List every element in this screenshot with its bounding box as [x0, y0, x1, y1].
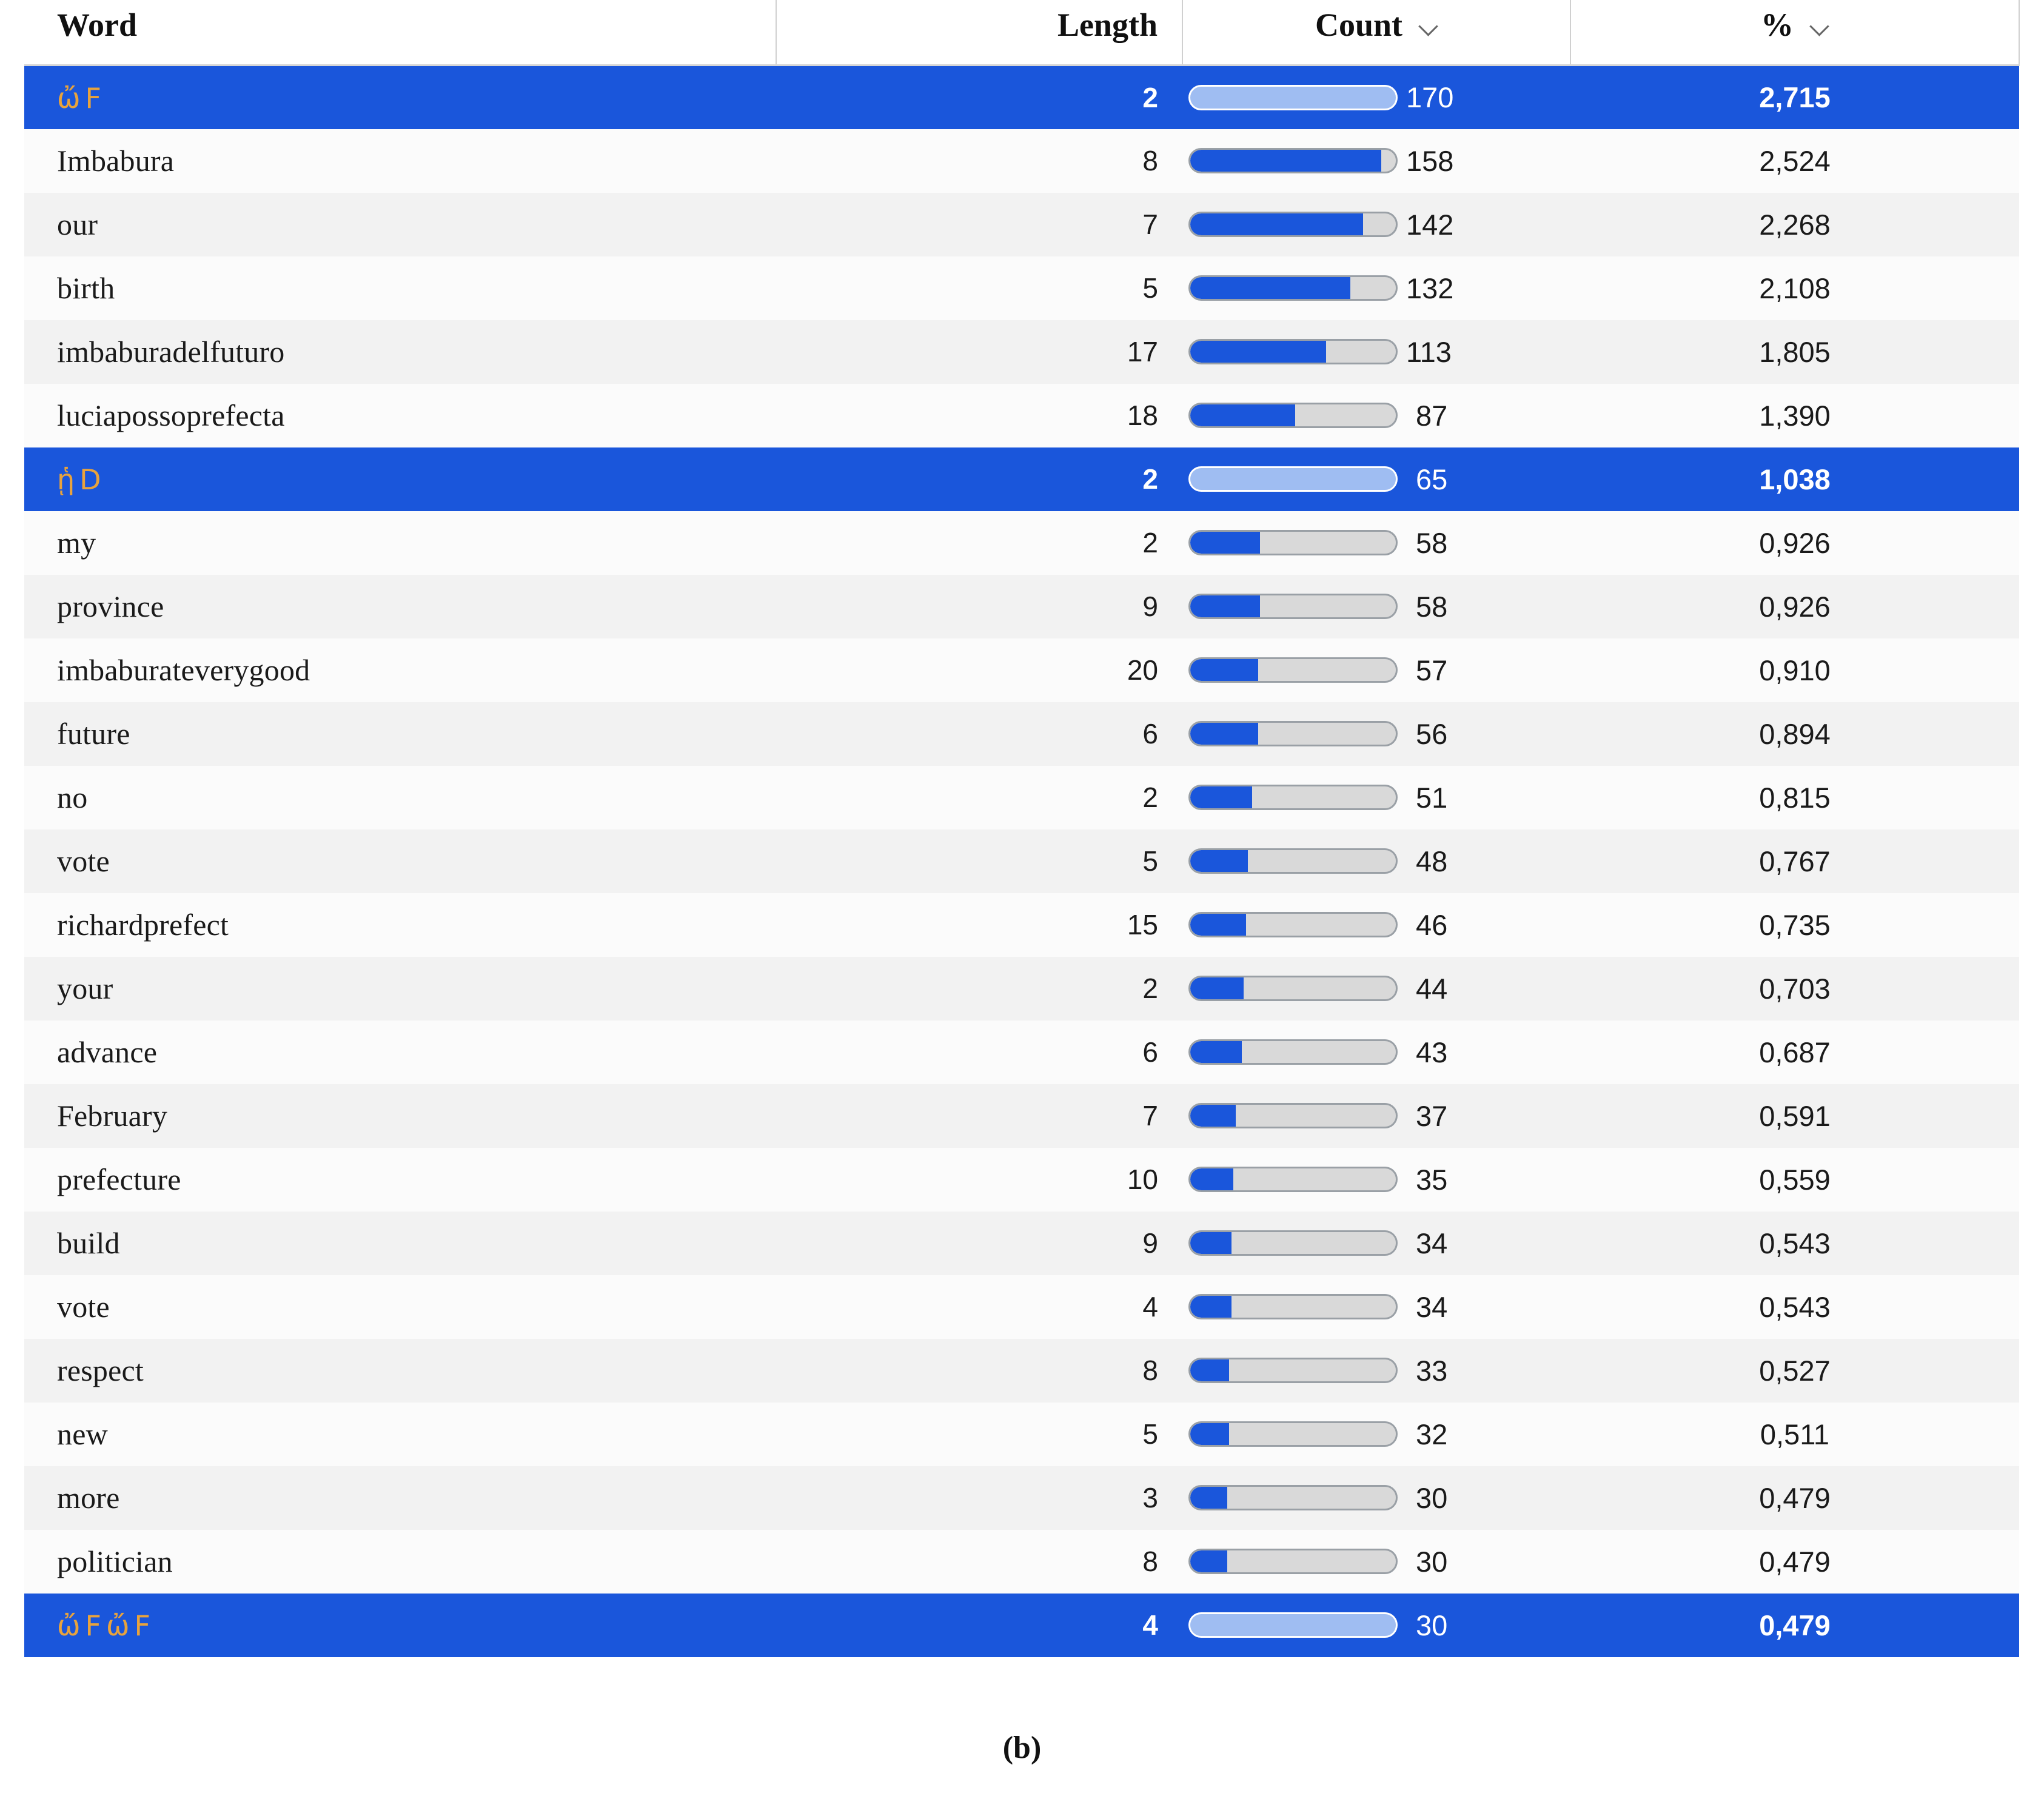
count-value: 43 [1416, 1036, 1448, 1068]
count-value: 37 [1416, 1099, 1448, 1132]
cell-word: vote [57, 844, 110, 878]
cell-percent: 0,910 [1759, 654, 1831, 686]
count-bar-fill [1190, 977, 1244, 999]
cell-count [1182, 575, 1570, 638]
cell-word: our [57, 207, 98, 241]
cell-length: 5 [1142, 1418, 1158, 1450]
cell-length: 6 [1142, 1036, 1158, 1068]
count-value: 58 [1416, 526, 1448, 559]
table-row[interactable] [24, 193, 2019, 256]
count-value: 170 [1406, 81, 1454, 114]
cell-percent: 0,559 [1759, 1163, 1831, 1196]
cell-word: luciapossoprefecta [57, 398, 285, 432]
column-header-word-label: Word [57, 7, 138, 43]
cell-length: 9 [1142, 591, 1158, 622]
cell-length: 2 [1142, 81, 1158, 113]
cell-word: Imbabura [57, 144, 175, 178]
count-bar-fill [1190, 1041, 1242, 1063]
count-bar-fill [1190, 786, 1252, 808]
count-bar-fill [1190, 404, 1295, 426]
table-row[interactable] [24, 1594, 2019, 1657]
cell-word: birth [57, 271, 115, 305]
chevron-down-icon[interactable] [1419, 16, 1438, 34]
count-bar [1188, 1103, 1398, 1128]
table-row[interactable] [24, 638, 2019, 702]
cell-count [1182, 1594, 1570, 1657]
count-value: 113 [1406, 335, 1452, 368]
cell-percent: 2,715 [1759, 81, 1831, 114]
cell-word: build [57, 1226, 120, 1260]
count-bar-fill [1190, 723, 1258, 745]
cell-word [24, 65, 776, 129]
table-body [24, 65, 2019, 1657]
cell-percent: 2,268 [1759, 208, 1831, 241]
count-bar-fill [1190, 1359, 1229, 1381]
count-value: 44 [1416, 972, 1448, 1005]
count-value: 65 [1416, 463, 1448, 495]
count-bar [1188, 1230, 1398, 1256]
cell-word [24, 1594, 776, 1657]
table-row[interactable] [24, 766, 2019, 829]
count-bar-fill [1190, 1168, 1233, 1190]
table-row[interactable] [24, 1212, 2019, 1275]
cell-word: no [57, 780, 88, 814]
column-header-length-label: Length [1057, 7, 1158, 43]
count-value: 30 [1416, 1481, 1448, 1514]
cell-count [1182, 1466, 1570, 1530]
count-value: 30 [1416, 1609, 1448, 1641]
count-bar-fill [1190, 1232, 1231, 1254]
cell-count [1182, 1275, 1570, 1339]
cell-length: 9 [1142, 1227, 1158, 1259]
cell-percent: 0,767 [1759, 845, 1831, 877]
count-bar [1188, 275, 1398, 301]
cell-count [1182, 702, 1570, 766]
table-row[interactable] [24, 447, 2019, 511]
cell-word: imbaburateverygood [57, 653, 310, 687]
cell-percent: 1,390 [1759, 399, 1831, 432]
cell-count [1182, 447, 1570, 511]
count-bar-fill [1190, 277, 1350, 299]
table-row[interactable] [24, 1084, 2019, 1148]
count-bar [1188, 594, 1398, 619]
cell-percent: 0,479 [1759, 1545, 1831, 1578]
count-bar [1188, 976, 1398, 1001]
cell-length: 8 [1142, 145, 1158, 176]
cell-length: 8 [1142, 1546, 1158, 1577]
figure-caption: (b) [1002, 1730, 1042, 1765]
count-bar [1188, 912, 1398, 937]
cell-percent: 0,511 [1760, 1418, 1830, 1450]
cell-length: 3 [1142, 1482, 1158, 1513]
count-bar [1188, 1358, 1398, 1383]
table-row[interactable] [24, 1275, 2019, 1339]
count-bar [1188, 1039, 1398, 1065]
cell-length: 18 [1127, 400, 1158, 431]
count-value: 35 [1416, 1163, 1448, 1196]
cell-word: imbaburadelfuturo [57, 335, 285, 369]
emoji-glyph: ὤFὤF [57, 1609, 155, 1642]
word-frequency-table [24, 0, 2020, 1657]
cell-word: province [57, 589, 164, 623]
table-row[interactable] [24, 129, 2019, 193]
cell-length: 2 [1142, 527, 1158, 558]
count-bar-fill [1190, 1423, 1229, 1445]
count-bar-fill [1190, 150, 1381, 172]
count-value: 48 [1416, 845, 1448, 877]
count-value: 34 [1416, 1227, 1448, 1259]
cell-word: respect [57, 1353, 144, 1387]
count-bar-fill [1190, 914, 1246, 936]
cell-count [1182, 1212, 1570, 1275]
cell-word: new [57, 1417, 108, 1451]
cell-length: 8 [1142, 1355, 1158, 1386]
cell-word: your [57, 971, 113, 1005]
cell-length: 7 [1142, 1100, 1158, 1131]
cell-percent: 0,926 [1759, 590, 1831, 623]
cell-length: 5 [1142, 845, 1158, 877]
cell-count [1182, 1339, 1570, 1403]
count-bar [1188, 403, 1398, 428]
count-bar [1188, 339, 1398, 364]
count-value: 32 [1416, 1418, 1448, 1450]
cell-count [1182, 829, 1570, 893]
cell-count [1182, 893, 1570, 957]
count-bar [1188, 657, 1398, 683]
column-header-count-label: Count [1315, 7, 1403, 43]
cell-length: 20 [1127, 654, 1158, 686]
cell-length: 10 [1127, 1164, 1158, 1195]
count-bar [1188, 785, 1398, 810]
cell-length: 6 [1142, 718, 1158, 749]
column-header-percent[interactable] [1570, 0, 2019, 65]
cell-percent: 0,703 [1759, 972, 1831, 1005]
cell-count [1182, 1403, 1570, 1466]
count-bar [1188, 1485, 1398, 1510]
count-bar-fill [1190, 532, 1260, 554]
cell-percent: 2,524 [1759, 144, 1831, 177]
table-row[interactable] [24, 511, 2019, 575]
table-row[interactable] [24, 1530, 2019, 1594]
cell-percent: 1,805 [1759, 335, 1831, 368]
table-row[interactable] [24, 702, 2019, 766]
count-bar [1188, 1167, 1398, 1192]
count-value: 58 [1416, 590, 1448, 623]
count-bar [1188, 721, 1398, 746]
cell-length: 4 [1142, 1291, 1158, 1322]
cell-percent: 0,527 [1759, 1354, 1831, 1387]
cell-length: 17 [1127, 336, 1158, 367]
count-bar [1188, 1612, 1398, 1638]
cell-count [1182, 1530, 1570, 1594]
cell-percent: 2,108 [1759, 272, 1831, 304]
table-row[interactable] [24, 1466, 2019, 1530]
count-bar [1188, 1549, 1398, 1574]
table-row[interactable] [24, 1339, 2019, 1403]
count-bar [1188, 148, 1398, 173]
cell-count [1182, 957, 1570, 1021]
count-value: 132 [1406, 272, 1454, 304]
cell-word: richardprefect [57, 908, 229, 942]
emoji-glyph: ὤF [57, 81, 106, 115]
cell-count [1182, 1148, 1570, 1212]
cell-count [1182, 1084, 1570, 1148]
count-value: 56 [1416, 717, 1448, 750]
cell-percent: 0,687 [1759, 1036, 1831, 1068]
cell-percent: 0,479 [1759, 1481, 1831, 1514]
count-bar-fill [1190, 1105, 1236, 1127]
cell-word: February [57, 1099, 168, 1133]
table-row[interactable] [24, 320, 2019, 384]
count-bar [1188, 1421, 1398, 1447]
table-row[interactable] [24, 575, 2019, 638]
table-row[interactable] [24, 1148, 2019, 1212]
cell-length: 2 [1142, 463, 1158, 495]
table-row[interactable] [24, 829, 2019, 893]
count-bar [1188, 212, 1398, 237]
count-value: 46 [1416, 908, 1448, 941]
cell-count [1182, 638, 1570, 702]
table-header-row [24, 0, 2019, 65]
count-bar-fill [1190, 1296, 1231, 1318]
cell-word: politician [57, 1544, 173, 1578]
cell-percent: 0,815 [1759, 781, 1831, 814]
cell-word: my [57, 526, 96, 560]
cell-word [24, 447, 776, 511]
count-bar-fill [1190, 1487, 1227, 1509]
cell-count [1182, 193, 1570, 256]
count-value: 142 [1406, 208, 1454, 241]
count-value: 30 [1416, 1545, 1448, 1578]
cell-count [1182, 511, 1570, 575]
cell-percent: 0,894 [1759, 717, 1831, 750]
table-row[interactable] [24, 1021, 2019, 1084]
cell-count [1182, 320, 1570, 384]
cell-count [1182, 256, 1570, 320]
count-bar [1188, 530, 1398, 555]
cell-percent: 0,926 [1759, 526, 1831, 559]
count-bar-fill [1190, 213, 1363, 235]
count-bar-fill [1190, 850, 1248, 872]
cell-count [1182, 65, 1570, 129]
table-row[interactable] [24, 256, 2019, 320]
cell-count [1182, 384, 1570, 447]
table-row[interactable] [24, 1403, 2019, 1466]
emoji-glyph: ᾑD [57, 463, 106, 496]
chevron-down-icon[interactable] [1811, 16, 1829, 34]
table-row[interactable] [24, 384, 2019, 447]
column-header-length[interactable] [776, 0, 1182, 65]
cell-count [1182, 129, 1570, 193]
cell-count [1182, 1021, 1570, 1084]
cell-length: 2 [1142, 782, 1158, 813]
count-bar [1188, 848, 1398, 874]
cell-length: 5 [1142, 272, 1158, 304]
count-bar-fill [1190, 659, 1258, 681]
table-row[interactable] [24, 957, 2019, 1021]
cell-percent: 0,735 [1759, 908, 1831, 941]
count-bar-fill [1190, 1550, 1227, 1572]
table-header [24, 0, 2019, 65]
count-value: 33 [1416, 1354, 1448, 1387]
cell-percent: 1,038 [1759, 463, 1831, 495]
count-bar [1188, 85, 1398, 110]
count-bar-fill [1190, 341, 1326, 363]
cell-word: prefecture [57, 1162, 181, 1196]
cell-length: 2 [1142, 973, 1158, 1004]
cell-count [1182, 766, 1570, 829]
cell-percent: 0,479 [1759, 1609, 1831, 1641]
count-bar [1188, 466, 1398, 492]
column-header-word[interactable] [24, 0, 776, 65]
cell-length: 7 [1142, 209, 1158, 240]
column-header-percent-label: % [1761, 7, 1794, 43]
count-bar-fill [1190, 595, 1260, 617]
cell-length: 4 [1142, 1609, 1158, 1641]
cell-length: 15 [1127, 909, 1158, 940]
count-value: 34 [1416, 1290, 1448, 1323]
count-value: 87 [1416, 399, 1448, 432]
cell-percent: 0,591 [1759, 1099, 1831, 1132]
cell-percent: 0,543 [1759, 1290, 1831, 1323]
column-header-count[interactable] [1182, 0, 1570, 65]
table-row[interactable] [24, 65, 2019, 129]
count-value: 57 [1416, 654, 1448, 686]
cell-word: vote [57, 1290, 110, 1324]
cell-word: future [57, 717, 130, 751]
count-bar [1188, 1294, 1398, 1319]
cell-percent: 0,543 [1759, 1227, 1831, 1259]
table-row[interactable] [24, 893, 2019, 957]
count-value: 158 [1406, 144, 1454, 177]
cell-word: advance [57, 1035, 158, 1069]
cell-word: more [57, 1481, 120, 1515]
count-value: 51 [1416, 781, 1448, 814]
